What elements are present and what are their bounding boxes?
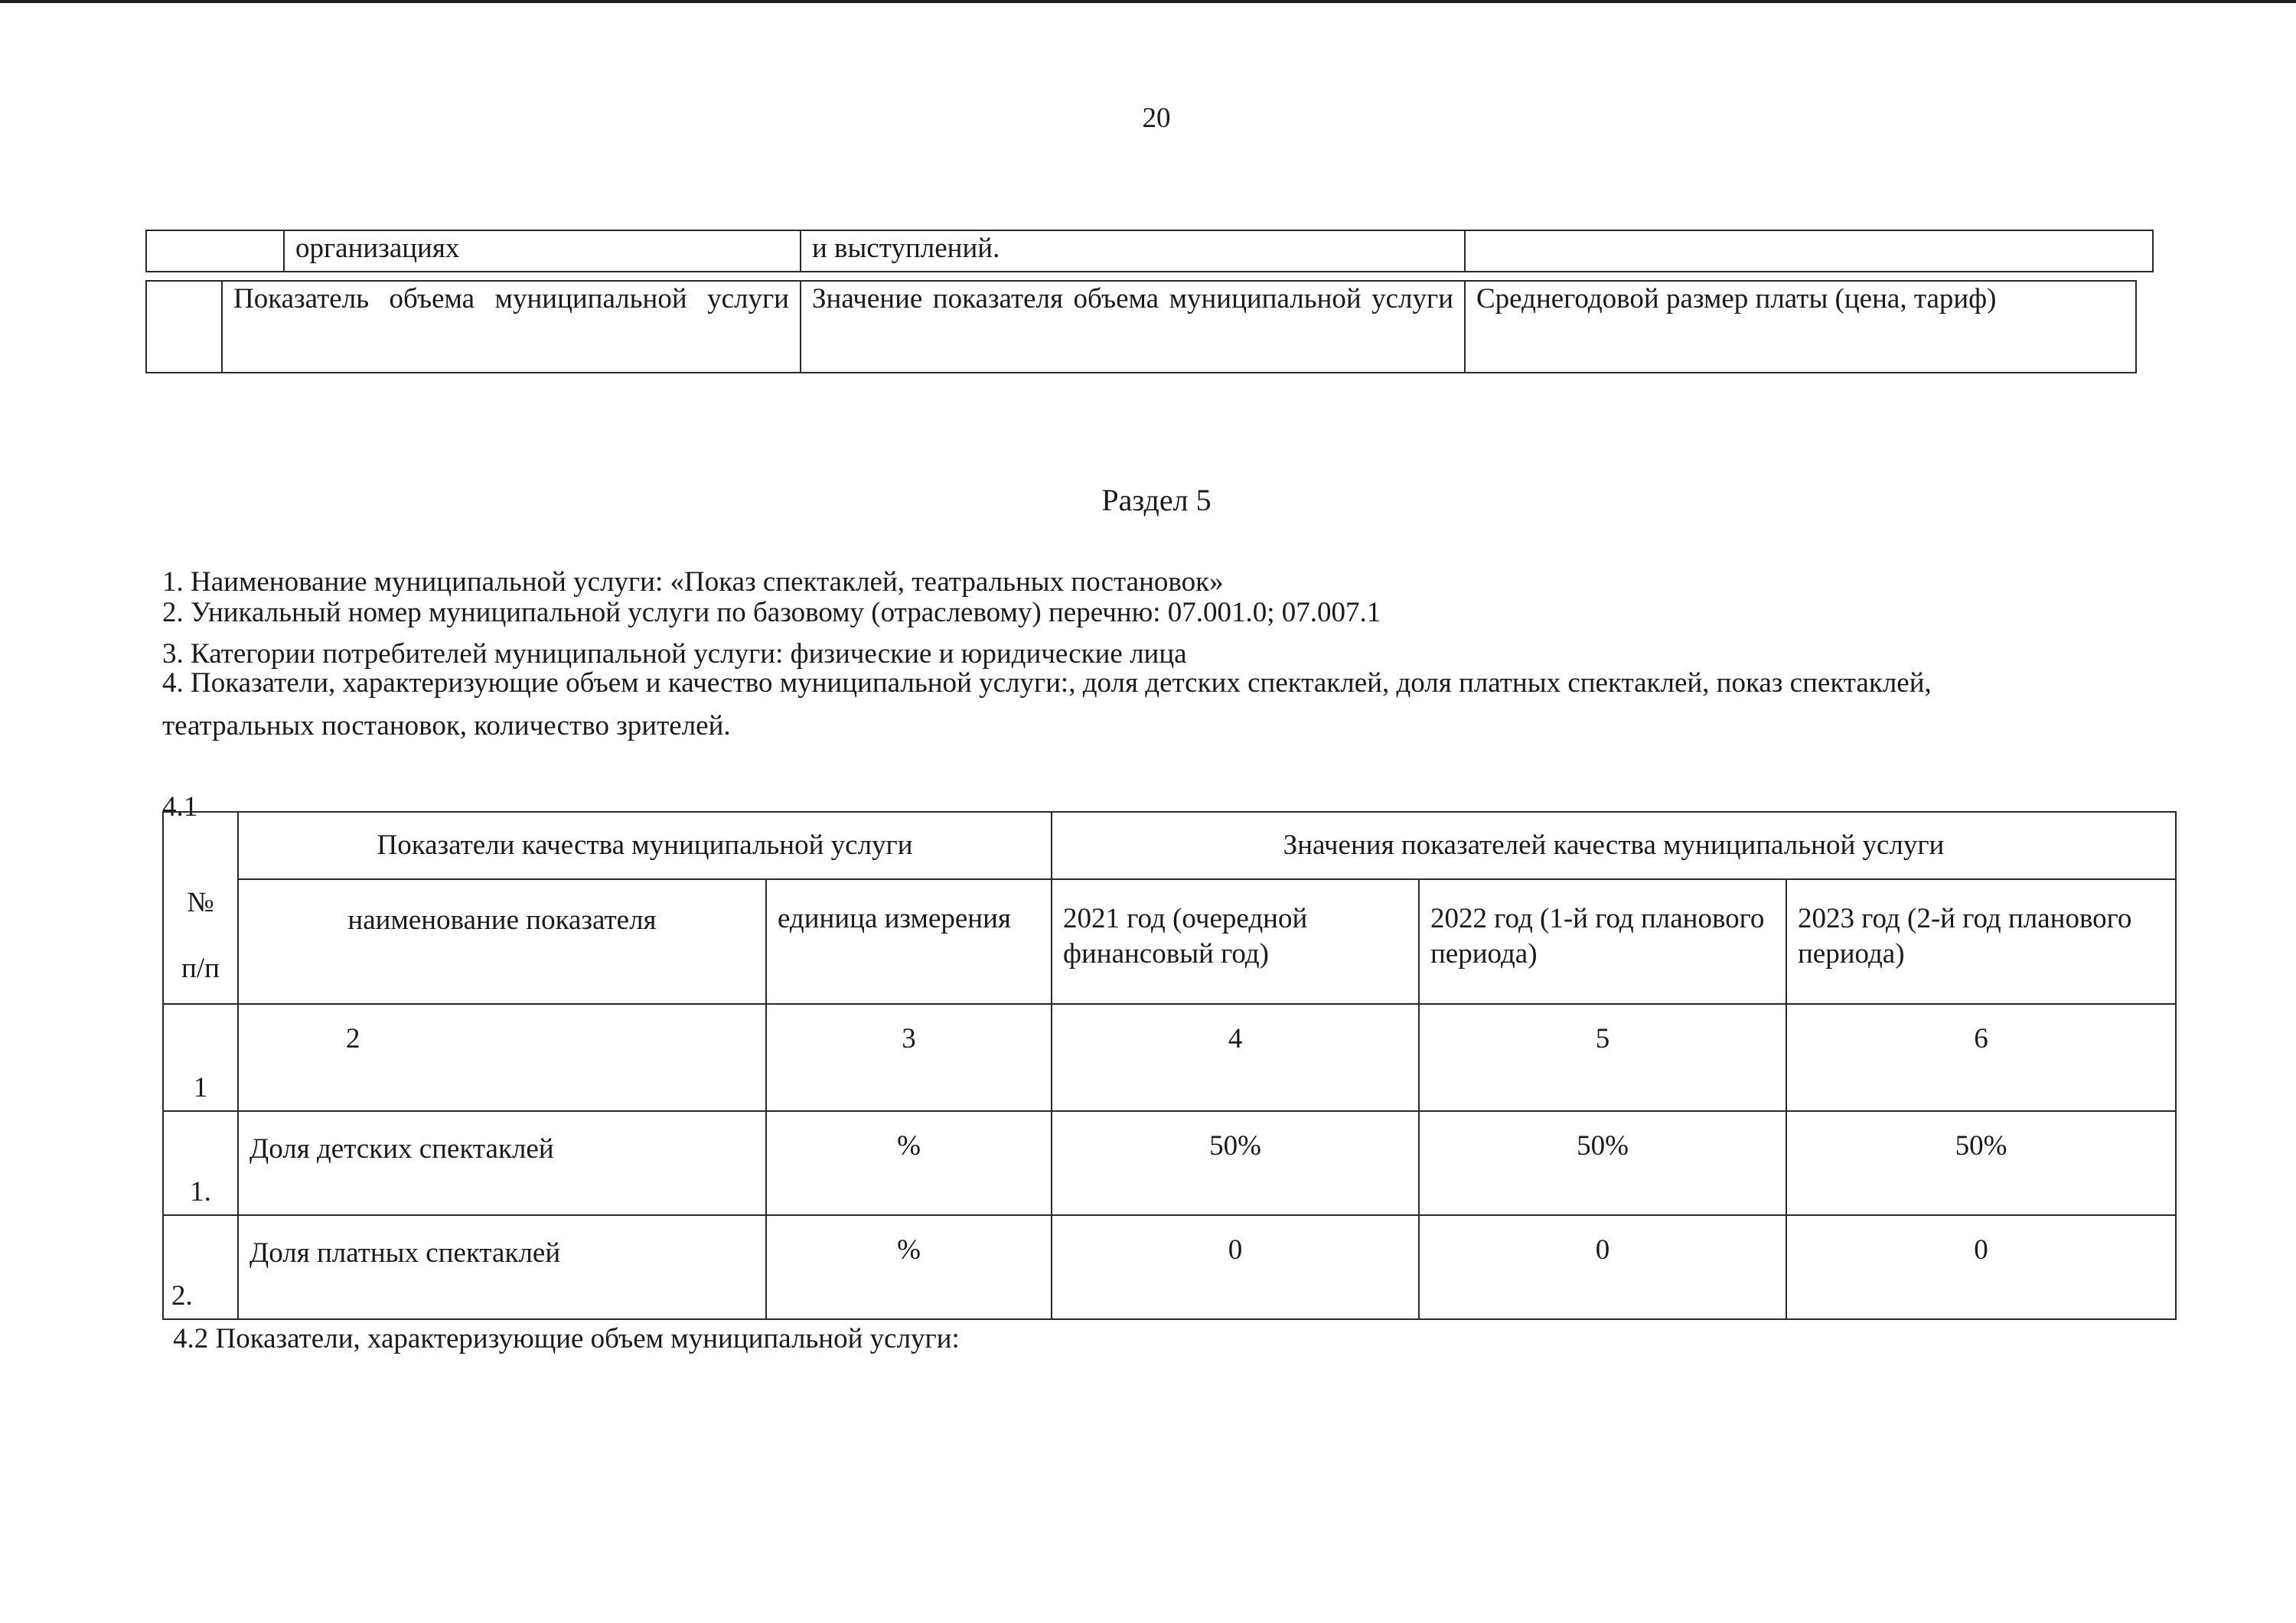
table-cell: 2 bbox=[238, 1004, 766, 1111]
service-number-line: 2. Уникальный номер муниципальной услуги по базовому (отраслевому) перечню: 07.001.0; 07.007.1 bbox=[162, 597, 1381, 628]
table-header-cell: 2021 год (очередной финансовый год) bbox=[1052, 879, 1419, 1004]
table-header-cell: 2023 год (2-й год планового периода) bbox=[1786, 879, 2176, 1004]
table-row bbox=[163, 879, 2176, 1004]
table-cell: Доля платных спектаклей bbox=[238, 1215, 766, 1319]
volume-header-table bbox=[145, 280, 2137, 373]
table-header-cell: 2022 год (1-й год планового периода) bbox=[1419, 879, 1786, 1004]
table-row bbox=[163, 1111, 2176, 1215]
table-row bbox=[163, 812, 2176, 879]
quality-table bbox=[162, 811, 2177, 1320]
indicators-line: 4. Показатели, характеризующие объем и качество муниципальной услуги:, доля детских спектаклей, доля платных спектаклей, показ спектаклей, театральных постановок, количество зрителей. bbox=[162, 667, 1932, 741]
quality-group-header: Показатели качества муниципальной услуги bbox=[238, 812, 1052, 879]
table-row bbox=[146, 281, 2136, 373]
table-cell: Доля детских спектаклей bbox=[238, 1111, 766, 1215]
scan-edge bbox=[0, 0, 2296, 3]
table-cell: 3 bbox=[766, 1004, 1052, 1111]
table-header-cell: Показатель объема муниципальной услуги bbox=[222, 281, 801, 373]
table-header-cell: единица измерения bbox=[766, 879, 1052, 1004]
table-header-cell: Значение показателя объема муниципальной услуги bbox=[801, 281, 1465, 373]
table-cell: 5 bbox=[1419, 1004, 1786, 1111]
row-number-header: № п/п bbox=[163, 812, 238, 1004]
table-cell: % bbox=[766, 1111, 1052, 1215]
table-cell: 1. bbox=[163, 1111, 238, 1215]
table-cell: 0 bbox=[1052, 1215, 1419, 1319]
table-cell: организациях bbox=[284, 230, 801, 272]
service-name-line: 1. Наименование муниципальной услуги: «Показ спектаклей, театральных постановок» bbox=[162, 566, 1224, 598]
table-header-cell: Среднегодовой размер платы (цена, тариф) bbox=[1465, 281, 2136, 373]
table-cell: 6 bbox=[1786, 1004, 2176, 1111]
table-cell: 4 bbox=[1052, 1004, 1419, 1111]
table-cell: 1 bbox=[163, 1004, 238, 1111]
table-cell bbox=[146, 281, 222, 373]
table-cell: 50% bbox=[1419, 1111, 1786, 1215]
values-group-header: Значения показателей качества муниципальной услуги bbox=[1052, 812, 2176, 879]
page-number: 20 bbox=[1142, 103, 1171, 134]
table-cell: 50% bbox=[1052, 1111, 1419, 1215]
table-cell: 50% bbox=[1786, 1111, 2176, 1215]
continuation-table bbox=[145, 230, 2154, 272]
section-title: Раздел 5 bbox=[1101, 483, 1212, 517]
table-cell: 0 bbox=[1419, 1215, 1786, 1319]
table-row bbox=[163, 1004, 2176, 1111]
table-row bbox=[146, 230, 2153, 272]
subsection-label: 4.1 bbox=[162, 791, 198, 823]
consumer-category-line: 3. Категории потребителей муниципальной услуги: физические и юридические лица bbox=[162, 638, 1187, 670]
table-cell: % bbox=[766, 1215, 1052, 1319]
table-cell: и выступлений. bbox=[801, 230, 1465, 272]
table-cell bbox=[1465, 230, 2153, 272]
subsection-label: 4.2 Показатели, характеризующие объем муниципальной услуги: bbox=[173, 1323, 960, 1354]
table-cell: 0 bbox=[1786, 1215, 2176, 1319]
table-row bbox=[163, 1215, 2176, 1319]
table-header-cell: наименование показателя bbox=[238, 879, 766, 1004]
table-cell: 2. bbox=[163, 1215, 238, 1319]
table-cell bbox=[146, 230, 284, 272]
